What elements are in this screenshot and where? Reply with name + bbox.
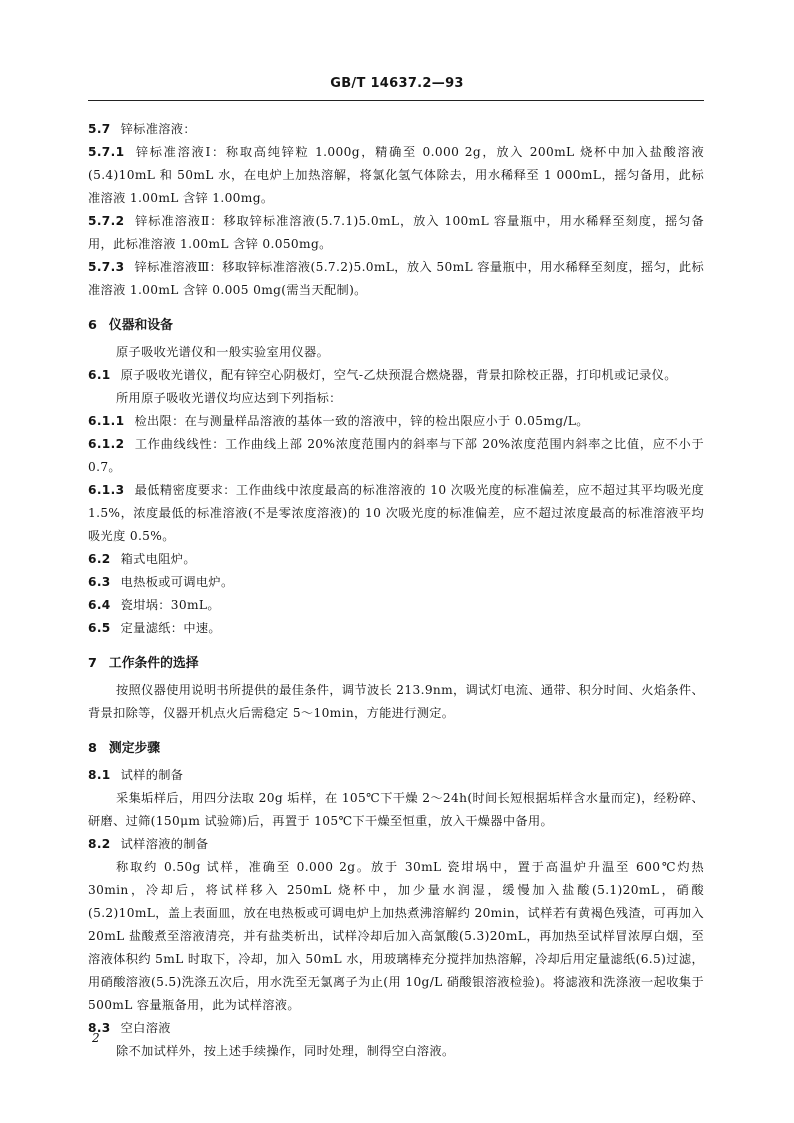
clause-text: 原子吸收光谱仪和一般实验室用仪器。 bbox=[116, 345, 330, 359]
clause-text: 仪器和设备 bbox=[108, 318, 173, 333]
paragraph bbox=[88, 856, 704, 1017]
section-heading bbox=[88, 737, 704, 760]
section-heading bbox=[88, 314, 704, 337]
clause-text: 按照仪器使用说明书所提供的最佳条件，调节波长 213.9nm，调试灯电流、通带、积分时间、火焰条件、背景扣除等，仪器开机点火后需稳定 5～10min，方能进行测定。 bbox=[88, 683, 704, 720]
clause bbox=[88, 433, 704, 479]
clause-number: 8.3 bbox=[88, 1021, 111, 1035]
clause-number: 6.3 bbox=[88, 575, 111, 589]
clause-text: 测定步骤 bbox=[108, 741, 161, 756]
clause-text: 试样溶液的制备 bbox=[120, 837, 209, 851]
clause-number: 6 bbox=[88, 318, 97, 333]
clause bbox=[88, 764, 704, 787]
clause-text: 检出限：在与测量样品溶液的基体一致的溶液中，锌的检出限应小于 0.05mg/L。 bbox=[134, 414, 589, 428]
clause-text: 采集垢样后，用四分法取 20g 垢样，在 105℃下干燥 2～24h(时间长短根据垢样含水量而定)，经粉碎、研磨、过筛(150μm 试验筛)后，再置于 105℃下干燥至恒重，放入干燥器中备用。 bbox=[88, 791, 704, 828]
paragraph bbox=[88, 341, 704, 364]
paragraph bbox=[88, 387, 704, 410]
clause bbox=[88, 141, 704, 210]
clause-number: 8 bbox=[88, 741, 97, 756]
clause-number: 7 bbox=[88, 656, 97, 671]
clause-number: 6.1.2 bbox=[88, 437, 125, 451]
clause-text: 原子吸收光谱仪，配有锌空心阴极灯，空气-乙炔预混合燃烧器，背景扣除校正器，打印机或记录仪。 bbox=[120, 368, 677, 382]
clause-text: 所用原子吸收光谱仪均应达到下列指标： bbox=[116, 391, 342, 405]
clause bbox=[88, 479, 704, 548]
clause bbox=[88, 548, 704, 571]
clause-text: 锌标准溶液Ⅲ：移取锌标准溶液(5.7.2)5.0mL，放入 50mL 容量瓶中，用水稀释至刻度，摇匀，此标准溶液 1.00mL 含锌 0.005 0mg(需当天配制)。 bbox=[88, 260, 704, 297]
clause-number: 6.2 bbox=[88, 552, 111, 566]
clause-number: 6.5 bbox=[88, 621, 111, 635]
clause bbox=[88, 210, 704, 256]
clause-text: 箱式电阻炉。 bbox=[120, 552, 196, 566]
section-heading bbox=[88, 652, 704, 675]
page-number: 2 bbox=[92, 1031, 100, 1045]
clause-number: 6.1.3 bbox=[88, 483, 125, 497]
clause-number: 5.7.2 bbox=[88, 214, 125, 228]
clause-number: 5.7.3 bbox=[88, 260, 125, 274]
clause bbox=[88, 118, 704, 141]
clause-number: 6.1.1 bbox=[88, 414, 125, 428]
clause bbox=[88, 1017, 704, 1040]
clause-text: 最低精密度要求：工作曲线中浓度最高的标准溶液的 10 次吸光度的标准偏差，应不超过其平均吸光度 1.5%，浓度最低的标准溶液(不是零浓度溶液)的 10 次吸光度的标准偏差，应不超过浓度最高的标准溶液平均吸光度 0.5%。 bbox=[88, 483, 704, 543]
clause-text: 锌标准溶液： bbox=[120, 122, 196, 136]
clause bbox=[88, 364, 704, 387]
clause-text: 称取约 0.50g 试样，准确至 0.000 2g。放于 30mL 瓷坩埚中，置于高温炉升温至 600℃灼热 30min，冷却后，将试样移入 250mL 烧杯中，加少量水润湿，缓慢加入盐酸(5.1)20mL，硝酸(5.2)10mL，盖上表面皿，放在电热板或可调电炉上加热煮沸溶解约 20min，试样若有黄褐色残渣，可再加入 20mL 盐酸煮至溶液清亮，并有盐类析出，试样冷却后加入高氯酸(5.3)20mL，再加热至试样冒浓厚白烟，至溶液体积约 5mL 时取下，冷却，加入 50mL 水，用玻璃棒充分搅拌加热溶解，冷却后用定量滤纸(6.5)过滤，用硝酸溶液(5.5)洗涤五次后，用水洗至无氯离子为止(用 10g/L 硝酸银溶液检验)。将滤液和洗涤液一起收集于 500mL 容量瓶备用，此为试样溶液。 bbox=[88, 860, 704, 1012]
clause-text: 锌标准溶液Ⅱ：移取锌标准溶液(5.7.1)5.0mL，放入 100mL 容量瓶中，用水稀释至刻度，摇匀备用，此标准溶液 1.00mL 含锌 0.050mg。 bbox=[88, 214, 704, 251]
clause-text: 除不加试样外，按上述手续操作，同时处理，制得空白溶液。 bbox=[116, 1044, 455, 1058]
clause bbox=[88, 833, 704, 856]
clause bbox=[88, 256, 704, 302]
paragraph bbox=[88, 1040, 704, 1063]
clause-number: 5.7 bbox=[88, 122, 111, 136]
clause-text: 锌标准溶液Ⅰ：称取高纯锌粒 1.000g，精确至 0.000 2g，放入 200mL 烧杯中加入盐酸溶液(5.4)10mL 和 50mL 水，在电炉上加热溶解，将氯化氢气体除去，用水稀释至 1 000mL，摇匀备用，此标准溶液 1.00mL 含锌 1.00mg。 bbox=[88, 145, 704, 205]
paragraph bbox=[88, 787, 704, 833]
clause-text: 空白溶液 bbox=[120, 1021, 171, 1035]
clause-number: 8.1 bbox=[88, 768, 111, 782]
clause-text: 工作曲线线性：工作曲线上部 20%浓度范围内的斜率与下部 20%浓度范围内斜率之比值，应不小于 0.7。 bbox=[88, 437, 704, 474]
clause-text: 电热板或可调电炉。 bbox=[120, 575, 234, 589]
clause-text: 瓷坩埚：30mL。 bbox=[120, 598, 220, 612]
clause bbox=[88, 594, 704, 617]
clause bbox=[88, 410, 704, 433]
clause-number: 6.4 bbox=[88, 598, 111, 612]
clause-text: 试样的制备 bbox=[120, 768, 184, 782]
clause-number: 6.1 bbox=[88, 368, 111, 382]
clause-text: 定量滤纸：中速。 bbox=[120, 621, 221, 635]
page-header: GB/T 14637.2—93 bbox=[330, 76, 464, 91]
clause-text: 工作条件的选择 bbox=[108, 656, 199, 671]
clause bbox=[88, 617, 704, 640]
clause-number: 8.2 bbox=[88, 837, 111, 851]
paragraph bbox=[88, 679, 704, 725]
document-body bbox=[88, 118, 704, 1063]
header-rule bbox=[88, 100, 704, 101]
clause-number: 5.7.1 bbox=[88, 145, 125, 159]
clause bbox=[88, 571, 704, 594]
